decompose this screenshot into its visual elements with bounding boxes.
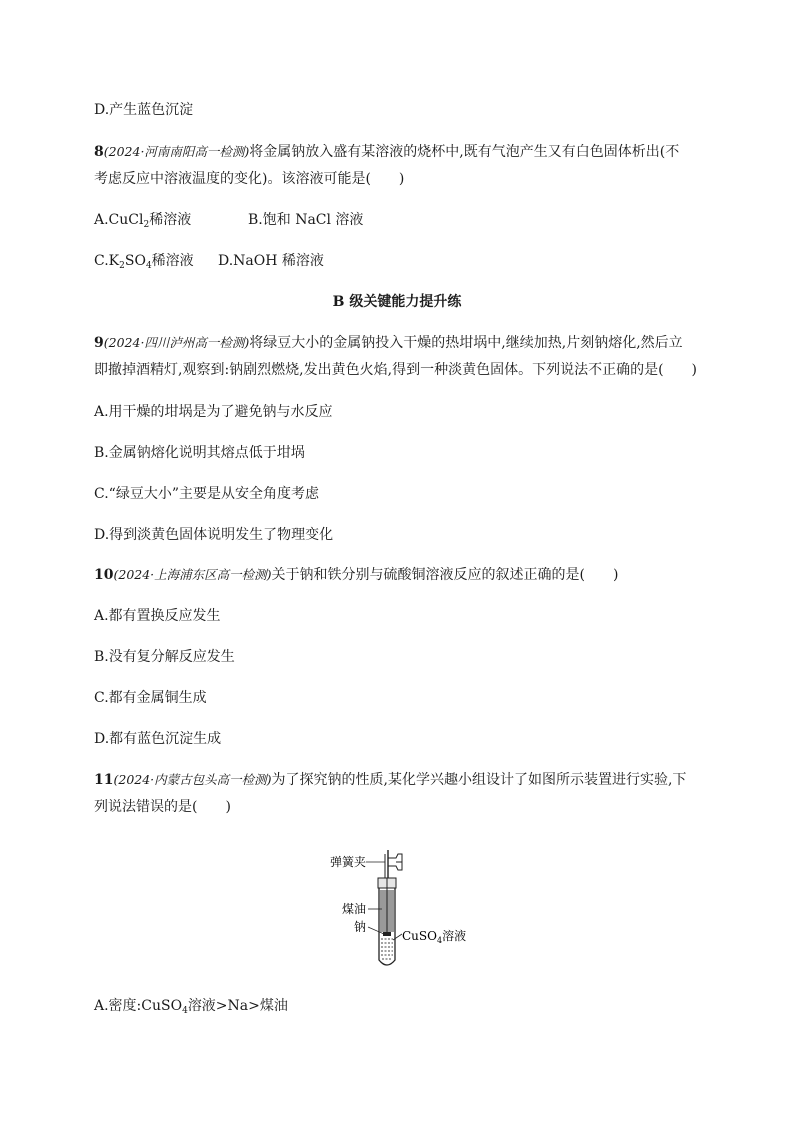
q11-stem-line2: 列说法错误的是( ) bbox=[94, 799, 231, 815]
label-spring-clip: 弹簧夹 bbox=[330, 855, 367, 869]
label-sodium: 钠 bbox=[354, 920, 367, 934]
q10-option-c: C.都有金属铜生成 bbox=[94, 690, 207, 706]
q9-stem-line1 bbox=[94, 333, 683, 353]
q10-option-a: A.都有置换反应发生 bbox=[94, 608, 221, 624]
q8-options-row1 bbox=[94, 210, 363, 235]
q10-number: 10 bbox=[94, 567, 114, 583]
q11-number: 11 bbox=[94, 772, 114, 788]
q11-source: (2024·内蒙古包头高一检测) bbox=[113, 772, 272, 787]
label-kerosene: 煤油 bbox=[342, 902, 367, 916]
q8-option-b: B.饱和 NaCl 溶液 bbox=[248, 212, 364, 228]
q11-stem-line1 bbox=[94, 770, 686, 790]
q7-option-d: D.产生蓝色沉淀 bbox=[94, 102, 194, 118]
spring-clip-icon bbox=[385, 850, 402, 878]
q9-option-d: D.得到淡黄色固体说明发生了物理变化 bbox=[94, 527, 334, 543]
q11-option-a: A.密度:CuSO$_4$溶液>Na>煤油 bbox=[94, 998, 288, 1016]
q8-option-a: A.CuCl$_2$稀溶液 bbox=[94, 212, 192, 230]
apparatus-diagram bbox=[330, 848, 500, 972]
sodium-block bbox=[383, 932, 391, 936]
q8-option-d: D.NaOH 稀溶液 bbox=[218, 253, 324, 269]
q8-option-c: $C.K_2SO_4$稀溶液 bbox=[94, 253, 194, 271]
q10-option-d: D.都有蓝色沉淀生成 bbox=[94, 731, 222, 747]
q10-stem-text: 关于钠和铁分别与硫酸铜溶液反应的叙述正确的是( ) bbox=[271, 567, 619, 583]
q8-stem-line1 bbox=[94, 142, 679, 162]
label-cuso4-solution: CuSO$_4$溶液 bbox=[402, 929, 467, 945]
q9-option-b: B.金属钠熔化说明其熔点低于坩埚 bbox=[94, 445, 305, 461]
section-heading: B 级关键能力提升练 bbox=[332, 294, 462, 310]
q9-source: (2024·四川泸州高一检测) bbox=[103, 335, 250, 350]
cuso4-solution bbox=[381, 939, 393, 959]
q11-stem-text1: 为了探究钠的性质,某化学兴趣小组设计了如图所示装置进行实验,下 bbox=[271, 772, 687, 788]
q8-stem-line2: 考虑反应中溶液温度的变化)。该溶液可能是( ) bbox=[94, 171, 405, 187]
q9-stem-text1: 将绿豆大小的金属钠投入干燥的热坩埚中,继续加热,片刻钠熔化,然后立 bbox=[249, 335, 683, 351]
q8-options-row2 bbox=[94, 251, 324, 276]
q8-stem-text1: 将金属钠放入盛有某溶液的烧杯中,既有气泡产生又有白色固体析出(不 bbox=[249, 144, 680, 160]
q8-number: 8 bbox=[94, 144, 104, 160]
q9-stem-line2: 即撤掉酒精灯,观察到:钠剧烈燃烧,发出黄色火焰,得到一种淡黄色固体。下列说法不正确的是( ) bbox=[94, 362, 697, 378]
q9-option-c: C.“绿豆大小”主要是从安全角度考虑 bbox=[94, 486, 319, 502]
q10-stem bbox=[94, 565, 618, 585]
q9-option-a: A.用干燥的坩埚是为了避免钠与水反应 bbox=[94, 404, 333, 420]
q10-option-b: B.没有复分解反应发生 bbox=[94, 649, 235, 665]
apparatus-figure bbox=[330, 848, 500, 972]
q9-number: 9 bbox=[94, 335, 104, 351]
q10-source: (2024·上海浦东区高一检测) bbox=[113, 567, 272, 582]
q8-source: (2024·河南南阳高一检测) bbox=[103, 144, 250, 159]
